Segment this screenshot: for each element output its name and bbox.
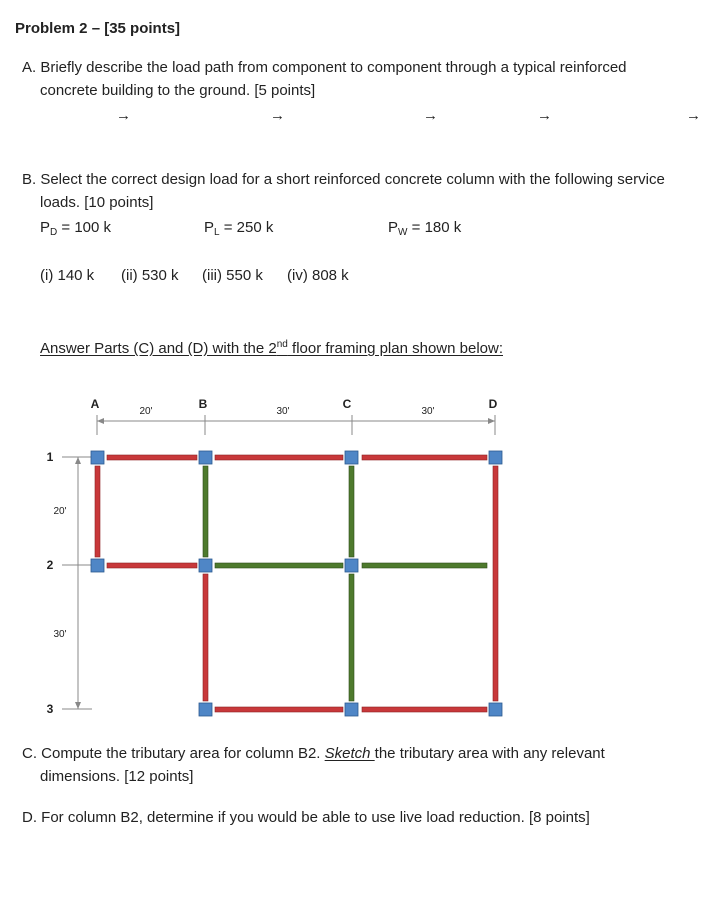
part-a-line2: concrete building to the ground. [5 points] bbox=[40, 82, 316, 99]
load-path-arrow-5: → bbox=[686, 107, 701, 124]
option-iv: (iv) 808 k bbox=[287, 267, 349, 284]
girder-a2-b2 bbox=[107, 563, 197, 568]
load-path-arrow-2: → bbox=[270, 107, 285, 124]
grid-label-d: D bbox=[488, 397, 498, 411]
grid-label-b: B bbox=[198, 397, 208, 411]
grid-label-2: 2 bbox=[46, 558, 54, 572]
girder-b1-c1 bbox=[215, 455, 343, 460]
grid-label-a: A bbox=[90, 397, 100, 411]
girder-a1-a2 bbox=[95, 466, 100, 557]
part-d-line1: D. For column B2, determine if you would be able to use live load reduction. [8 points] bbox=[22, 809, 590, 826]
beam-b2-c2 bbox=[215, 563, 343, 568]
option-iii: (iii) 550 k bbox=[202, 267, 263, 284]
girder-a1-b1 bbox=[107, 455, 197, 460]
part-c-line2: dimensions. [12 points] bbox=[40, 768, 194, 785]
column-c2 bbox=[345, 559, 358, 572]
column-a2 bbox=[91, 559, 104, 572]
live-load: $P_L = 250$ k bbox=[204, 219, 274, 238]
dead-load: $P_D = 100$ k bbox=[40, 219, 112, 238]
girder-b3-c3 bbox=[215, 707, 343, 712]
wind-load: $P_W = 180$ k bbox=[388, 219, 462, 238]
option-ii: (ii) 530 k bbox=[121, 267, 179, 284]
column-c3 bbox=[345, 703, 358, 716]
beam-b1-b2 bbox=[203, 466, 208, 557]
beam-c2-d2 bbox=[362, 563, 487, 568]
column-d1 bbox=[489, 451, 502, 464]
option-i: (i) 140 k bbox=[40, 267, 95, 284]
column-b1 bbox=[199, 451, 212, 464]
load-path-arrow-3: → bbox=[423, 107, 438, 124]
grid-label-1: 1 bbox=[46, 450, 54, 464]
grid-label-3: 3 bbox=[46, 702, 54, 716]
beam-c1-c2 bbox=[349, 466, 354, 557]
column-b3 bbox=[199, 703, 212, 716]
part-a-line1: A. Briefly describe the load path from component to component through a typical reinforced bbox=[22, 59, 627, 76]
problem-title: Problem 2 – [35 points] bbox=[15, 20, 181, 37]
beam-c2-c3 bbox=[349, 574, 354, 701]
grid-label-c: C bbox=[342, 397, 352, 411]
column-d3 bbox=[489, 703, 502, 716]
framing-plan-note: Answer Parts (C) and (D) with the 2nd floor framing plan shown below: bbox=[40, 339, 503, 357]
load-path-arrow-4: → bbox=[537, 107, 552, 124]
girder-c1-d1 bbox=[362, 455, 487, 460]
girder-d1-d3 bbox=[493, 466, 498, 701]
bay-bc-dimension: 30' bbox=[276, 406, 290, 417]
bay-cd-dimension: 30' bbox=[421, 406, 435, 417]
column-a1 bbox=[91, 451, 104, 464]
part-c-line1: C. Compute the tributary area for column B2. Sketch the tributary area with any relevant bbox=[22, 745, 605, 762]
part-b-line2: loads. [10 points] bbox=[40, 194, 154, 211]
column-c1 bbox=[345, 451, 358, 464]
load-path-arrow-1: → bbox=[116, 107, 131, 124]
bay-23-dimension: 30' bbox=[53, 629, 67, 640]
part-b-line1: B. Select the correct design load for a short reinforced concrete column with the following service bbox=[22, 171, 665, 188]
girder-b2-b3 bbox=[203, 574, 208, 701]
bay-ab-dimension: 20' bbox=[139, 406, 153, 417]
bay-12-dimension: 20' bbox=[53, 506, 67, 517]
column-b2 bbox=[199, 559, 212, 572]
framing-plan-diagram bbox=[0, 390, 723, 730]
girder-c3-d3 bbox=[362, 707, 487, 712]
